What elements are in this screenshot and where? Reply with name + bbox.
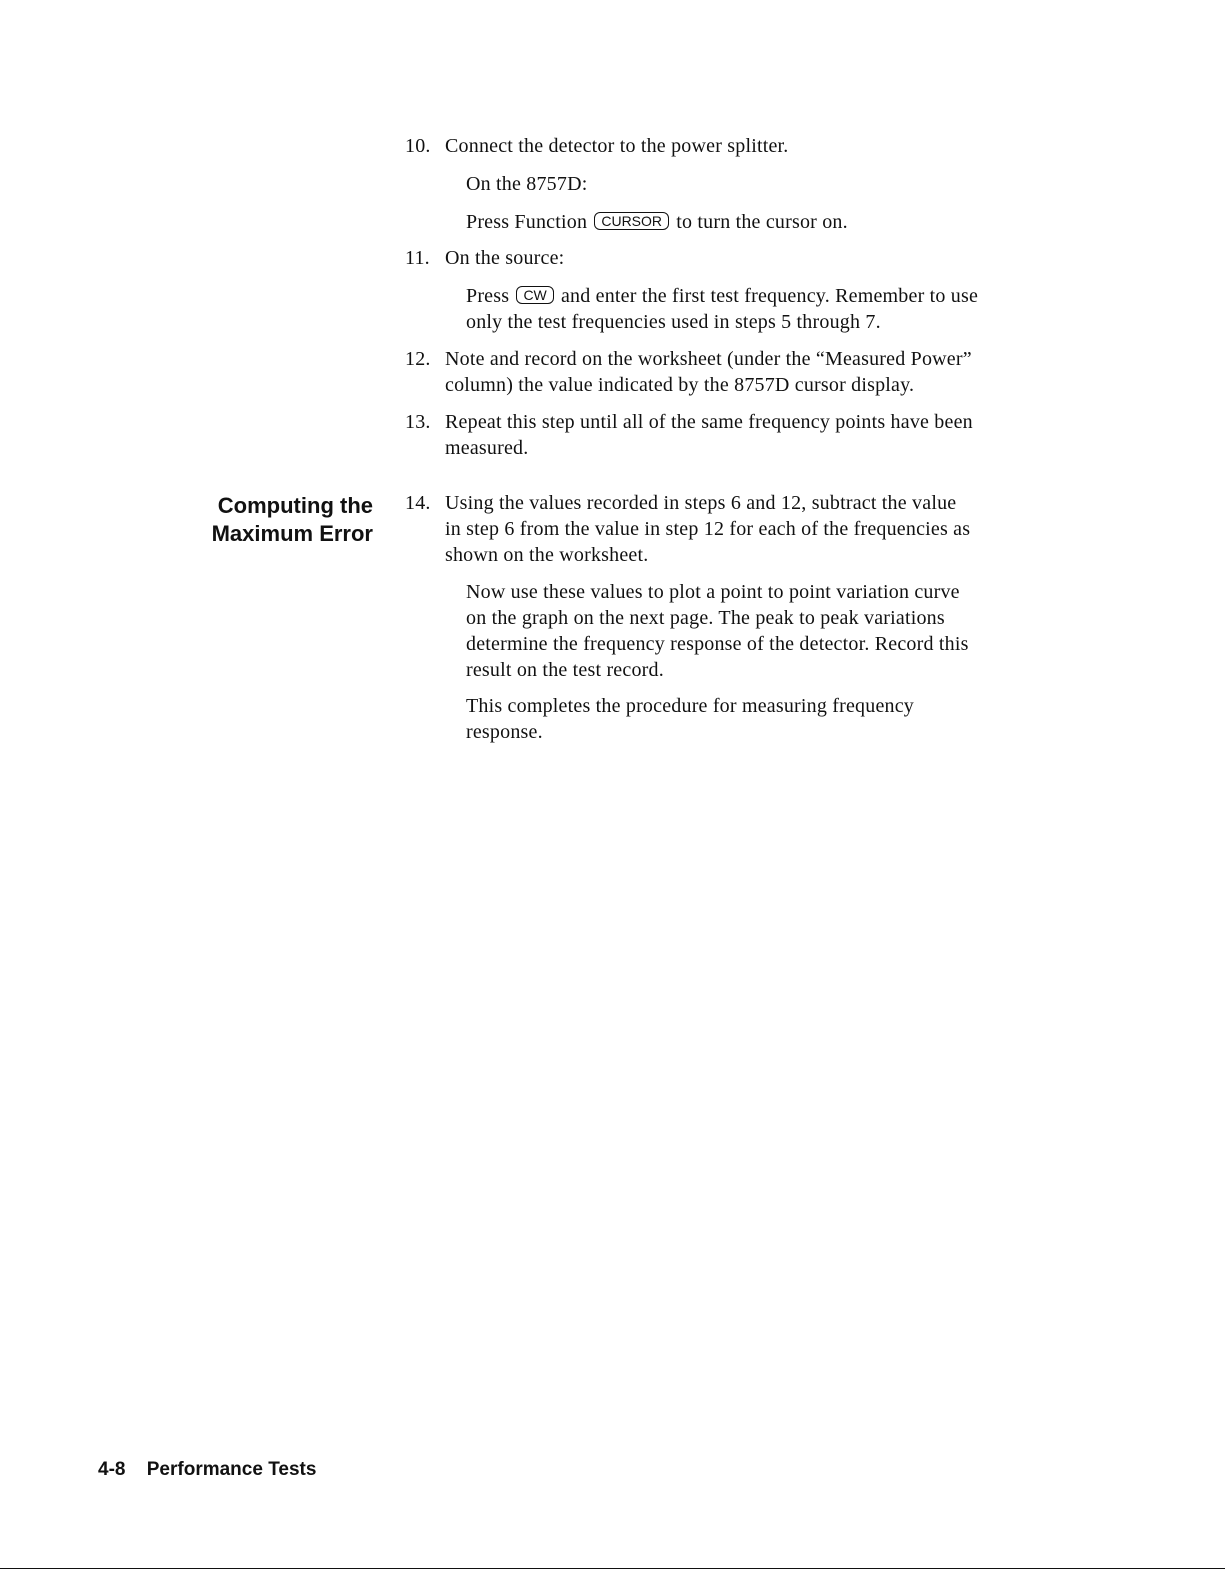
section-heading-line: Computing the bbox=[217, 493, 373, 518]
instrument-label: On the 8757D: bbox=[466, 173, 588, 195]
step-text-block bbox=[445, 409, 973, 461]
paragraph-line: on the graph on the next page. The peak to peak variations bbox=[466, 607, 945, 629]
step-text-block bbox=[445, 490, 970, 568]
step-text-line: column) the value indicated by the 8757D cursor display. bbox=[445, 374, 915, 396]
instruction-post: to turn the cursor on. bbox=[676, 211, 848, 233]
step-11 bbox=[405, 245, 1085, 275]
paragraph-line: response. bbox=[466, 721, 543, 743]
step-10-sub-instruction bbox=[466, 209, 848, 235]
cursor-key-label: CURSOR bbox=[594, 212, 669, 230]
page-footer bbox=[98, 1458, 316, 1482]
step-number: 12. bbox=[405, 348, 431, 370]
section-heading bbox=[212, 492, 373, 548]
instruction-post: and enter the first test frequency. Remember to use bbox=[560, 285, 979, 307]
step-text-line: in step 6 from the value in step 12 for each of the frequencies as bbox=[445, 518, 971, 540]
step-text-line: Note and record on the worksheet (under the “Measured Power” bbox=[445, 348, 972, 370]
step-14 bbox=[405, 490, 1085, 572]
bottom-divider bbox=[0, 1568, 1225, 1569]
step-14-paragraph-plot bbox=[466, 579, 969, 683]
instruction-pre: Press Function bbox=[466, 211, 588, 233]
instruction-pre: Press bbox=[466, 285, 510, 307]
step-text: On the source: bbox=[445, 247, 565, 269]
step-number: 13. bbox=[405, 411, 431, 433]
step-number: 10. bbox=[405, 135, 431, 157]
step-11-sub-instruction bbox=[466, 283, 978, 335]
step-text-line: Repeat this step until all of the same frequency points have been bbox=[445, 411, 973, 433]
step-text-line: shown on the worksheet. bbox=[445, 544, 649, 566]
step-text-line: measured. bbox=[445, 437, 529, 459]
paragraph-line: This completes the procedure for measuring frequency bbox=[466, 695, 915, 717]
step-text: Connect the detector to the power splitter. bbox=[445, 135, 789, 157]
paragraph-line: Now use these values to plot a point to point variation curve bbox=[466, 581, 960, 603]
instruction-line-2: only the test frequencies used in steps 5 through 7. bbox=[466, 311, 881, 333]
footer-section-title: Performance Tests bbox=[146, 1459, 317, 1480]
step-text-block bbox=[445, 346, 972, 398]
cw-key-label: CW bbox=[516, 286, 553, 304]
step-12 bbox=[405, 346, 1085, 402]
page-number: 4-8 bbox=[98, 1459, 126, 1480]
paragraph-line: result on the test record. bbox=[466, 659, 664, 681]
step-text-line: Using the values recorded in steps 6 and 12, subtract the value bbox=[445, 492, 957, 514]
step-14-paragraph-complete bbox=[466, 693, 914, 745]
step-number: 14. bbox=[405, 492, 431, 514]
paragraph-line: determine the frequency response of the detector. Record this bbox=[466, 633, 969, 655]
step-13 bbox=[405, 409, 1085, 465]
step-10-sub-instrument bbox=[466, 171, 587, 197]
section-heading-line: Maximum Error bbox=[211, 521, 373, 546]
step-number: 11. bbox=[405, 247, 430, 269]
